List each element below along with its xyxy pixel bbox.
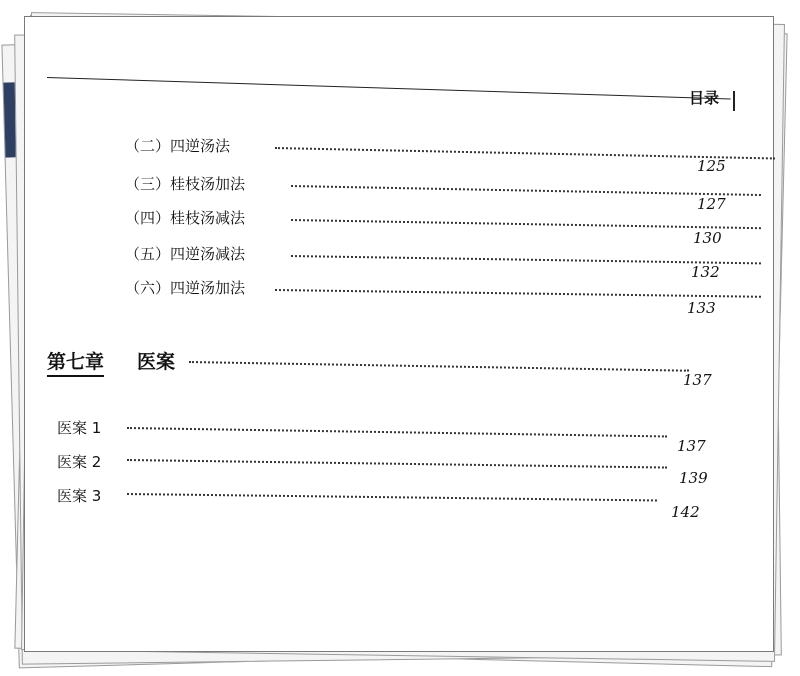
toc-entry-label: （六）四逆汤加法 [125, 279, 246, 297]
toc-entry[interactable] [125, 135, 726, 175]
toc-entry[interactable] [125, 207, 725, 247]
page-header-title: 目录 [689, 89, 720, 107]
toc-entry-label: 医案 1 [57, 419, 102, 437]
toc-entry-label: （三）桂枝汤加法 [125, 175, 246, 193]
toc-entry-label: 医案 3 [57, 487, 102, 505]
toc-entry-label: （四）桂枝汤减法 [125, 209, 246, 227]
chapter-title: 医案 [137, 351, 176, 373]
dot-leader [127, 493, 657, 501]
toc-page-number: 127 [697, 195, 726, 213]
dot-leader [291, 219, 761, 229]
toc-entry[interactable] [125, 243, 725, 281]
dot-leader [275, 289, 761, 298]
header-corner-mark [733, 91, 735, 111]
toc-entry[interactable] [57, 451, 717, 487]
toc-page-number: 137 [683, 371, 712, 389]
toc-entry[interactable] [57, 417, 717, 455]
header-rule [47, 77, 731, 99]
toc-entry[interactable] [125, 173, 726, 213]
toc-page-number: 125 [697, 157, 726, 175]
toc-page-number: 133 [687, 299, 716, 317]
dot-leader [127, 459, 667, 469]
toc-entry-label: 医案 2 [57, 453, 102, 471]
dot-leader [189, 361, 689, 372]
toc-entry-label: （五）四逆汤减法 [125, 245, 246, 263]
chapter-number: 第七章 [47, 347, 104, 377]
toc-page [24, 16, 774, 652]
toc-page-number: 142 [671, 503, 700, 521]
dot-leader [127, 427, 667, 437]
toc-entry-label: （二）四逆汤法 [125, 137, 231, 155]
toc-entry[interactable] [125, 277, 725, 317]
toc-page-number: 130 [693, 229, 722, 247]
chapter-entry[interactable] [47, 347, 727, 389]
toc-page-number: 139 [679, 469, 708, 487]
toc-page-number: 137 [677, 437, 706, 455]
toc-entry[interactable] [57, 485, 717, 521]
dot-leader [291, 185, 761, 196]
toc-page-number: 132 [691, 263, 720, 281]
